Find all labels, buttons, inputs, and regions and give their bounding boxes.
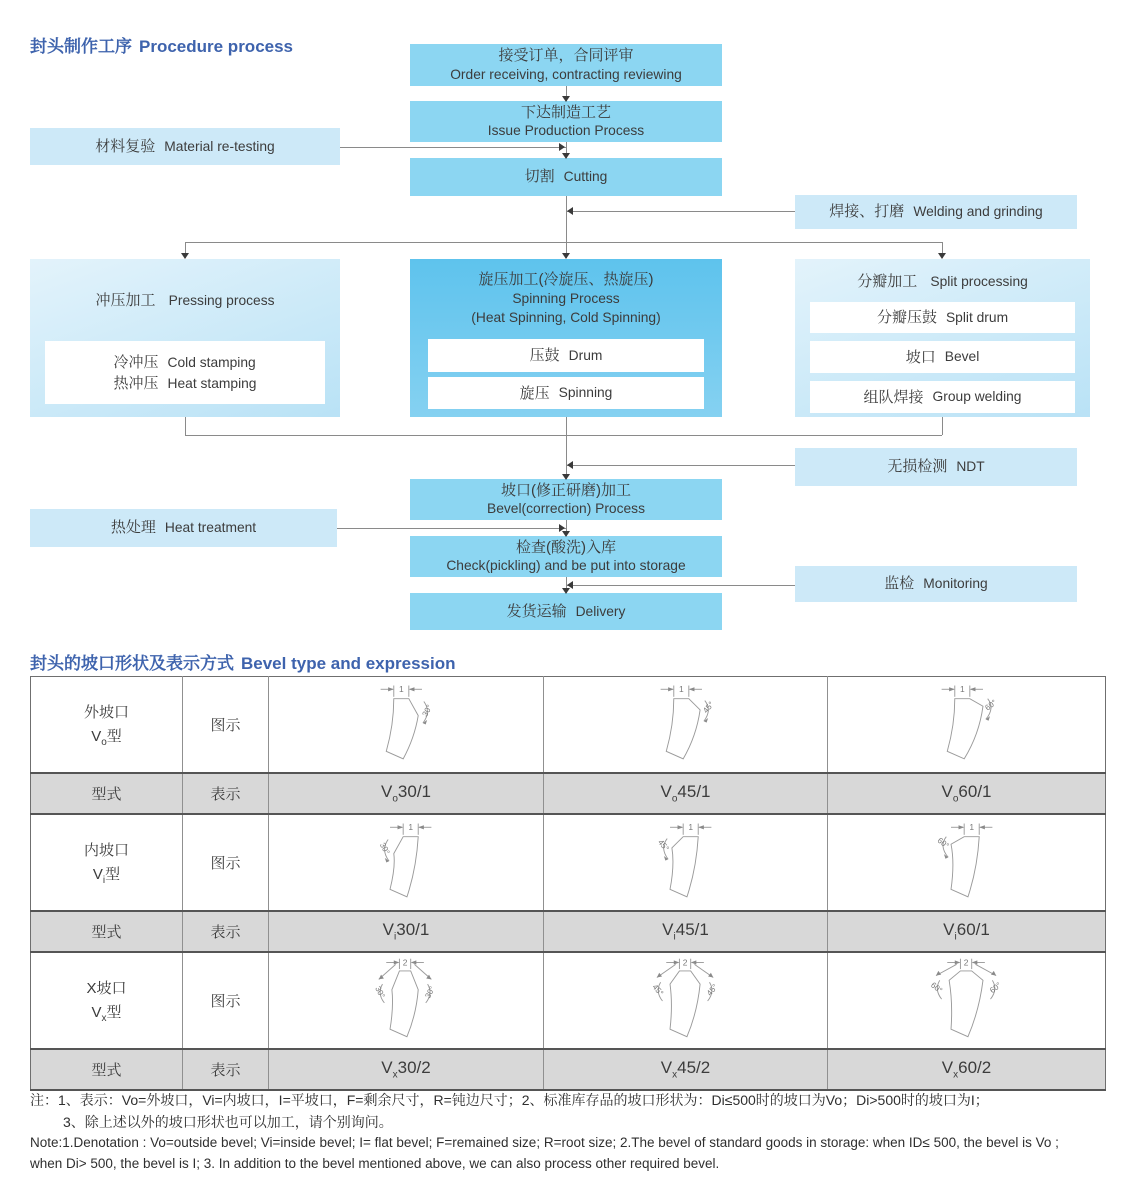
bevel-table-title-en: Bevel type and expression: [241, 654, 456, 673]
expression-label-cell: 表示: [183, 911, 269, 952]
flow-box-cutting-en: Cutting: [563, 169, 608, 185]
svg-text:1: 1: [687, 821, 693, 832]
flow-box-cold-stamping: [114, 352, 257, 373]
diagram-cell-vx45: [544, 952, 828, 1049]
flow-box-welding-zh: 焊接、打磨: [829, 203, 905, 221]
arrowhead-spinning: [562, 253, 570, 259]
flow-box-welding-grinding: [795, 195, 1077, 229]
flow-branch-split: [795, 259, 1090, 417]
arrowhead-issue: [562, 96, 570, 102]
spinning-label-zh: 旋压加工(冷旋压、热旋压): [478, 271, 654, 288]
style-label-cell: 型式: [31, 1049, 183, 1090]
code-cell-vo60: $V_o60/1$: [828, 773, 1106, 814]
connector-material: [340, 147, 566, 148]
arrowhead-monitoring-junction: [567, 581, 573, 589]
spinning-label-en2: (Heat Spinning, Cold Spinning): [471, 309, 661, 325]
code-cell-vi45: $V_i45/1$: [544, 911, 828, 952]
group-welding-zh: 组队焊接: [863, 388, 924, 406]
flow-box-heat-stamping: [114, 373, 257, 394]
arrowhead-material-junction: [559, 143, 565, 151]
svg-text:60°: 60°: [982, 697, 998, 712]
flow-box-group-welding: [810, 381, 1075, 413]
heat-treatment-en: Heat treatment: [164, 520, 257, 536]
heat-treatment-zh: 热处理: [110, 519, 156, 537]
svg-text:1: 1: [408, 821, 414, 832]
table-row-vi-codes: [31, 911, 1106, 952]
diagram-cell-vi60: [828, 814, 1106, 911]
drum-zh: 压鼓: [529, 347, 560, 364]
svg-text:60°: 60°: [928, 979, 944, 995]
bevel-diagram-vx30-icon: [331, 954, 481, 1048]
table-row-vo-illustration: [31, 677, 1106, 774]
table-row-vo-codes: [31, 773, 1106, 814]
illustration-label-cell: 图示: [183, 814, 269, 911]
flow-box-bevel: [810, 341, 1075, 373]
row-label-inside-bevel: [31, 814, 183, 911]
split-label-en: Split processing: [930, 274, 1028, 289]
outside-bevel-zh: 外坡口: [83, 704, 129, 721]
flow-box-material-en: Material re-testing: [164, 138, 275, 154]
heat-stamping-en: Heat stamping: [167, 375, 257, 391]
flow-branch-split-label: [795, 272, 1090, 292]
spinning-en: Spinning: [558, 385, 613, 401]
note-zh-line1: 注：1、表示：Vo=外坡口，Vi=内坡口，I=平坡口，F=剩余尺寸，R=钝边尺寸；2、标准库存品的坡口形状为：Di≤500时的坡口为Vo；Di>500时的坡口为I；: [30, 1092, 989, 1108]
connector-split-merge: [942, 417, 943, 435]
svg-text:60°: 60°: [987, 979, 1003, 995]
notes: [30, 1090, 1112, 1175]
connector-heat-treatment: [337, 528, 566, 529]
svg-text:30°: 30°: [423, 984, 437, 1000]
connector-merge-bevelcorrection: [566, 417, 567, 479]
code-cell-vx45: $V_x45/2$: [544, 1049, 828, 1090]
flow-box-issue-en: Issue Production Process: [487, 123, 645, 139]
bevel-diagram-vx60-icon: [892, 954, 1042, 1048]
connector-cutting-split: [566, 196, 567, 242]
code-cell-vx60: $V_x60/2$: [828, 1049, 1106, 1090]
flowchart-title-zh: 封头制作工序: [30, 37, 132, 56]
split-label-zh: 分瓣加工: [857, 273, 918, 290]
cold-stamping-zh: 冷冲压: [113, 353, 159, 371]
bevel-diagram-vx45-icon: [611, 954, 761, 1048]
bevel-table: [30, 676, 1106, 1091]
pressing-label-en: Pressing process: [168, 293, 275, 308]
bevel-table-title-zh: 封头的坡口形状及表示方式: [30, 654, 234, 673]
svg-text:2: 2: [402, 956, 408, 967]
svg-text:45°: 45°: [700, 699, 716, 715]
flow-box-issue-production: [410, 101, 722, 142]
delivery-en: Delivery: [575, 603, 626, 619]
flow-box-order: [410, 44, 722, 86]
style-label-cell: 型式: [31, 773, 183, 814]
flow-box-check-pickling: [410, 536, 722, 577]
flow-box-material-zh: 材料复验: [95, 137, 156, 155]
svg-text:45°: 45°: [704, 981, 720, 998]
flow-box-bevel-correction: [410, 479, 722, 520]
cold-stamping-en: Cold stamping: [167, 354, 256, 370]
spinning-zh: 旋压: [519, 384, 550, 402]
note-en-line1: Note:1.Denotation : Vo=outside bevel; Vi=inside bevel; I= flat bevel; F=remained size; R=root size; 2.The bevel of standard goods in storage: when ID≤ 500, the bevel is Vo ;: [30, 1135, 1059, 1151]
illustration-label-cell: 图示: [183, 952, 269, 1049]
flow-box-stamping: [45, 341, 325, 404]
x-bevel-code: $V_x$型: [91, 1004, 122, 1024]
inside-bevel-zh: 内坡口: [83, 842, 129, 859]
flow-branch-spinning: [410, 259, 722, 417]
table-row-vi-illustration: [31, 814, 1106, 911]
flow-branch-spinning-label: [410, 270, 722, 328]
svg-text:45°: 45°: [655, 837, 671, 853]
outside-bevel-code: $V_o$型: [91, 728, 122, 748]
code-cell-vi30: $V_i30/1$: [269, 911, 544, 952]
note-en-line2: when Di> 500, the bevel is I; 3. In addition to the bevel mentioned above, we can also process other required bevel.: [30, 1156, 720, 1172]
delivery-zh: 发货运输: [506, 602, 567, 620]
monitoring-zh: 监检: [884, 575, 915, 593]
pressing-label-zh: 冲压加工: [95, 292, 156, 309]
bevel-diagram-vi60-icon: [892, 816, 1042, 910]
flow-box-order-zh: 接受订单，合同评审: [498, 47, 634, 65]
style-label-cell: 型式: [31, 911, 183, 952]
connector-pressing-merge: [185, 417, 186, 435]
monitoring-en: Monitoring: [923, 576, 988, 592]
inside-bevel-code: $V_i$型: [92, 866, 121, 886]
check-zh: 检查(酸洗)入库: [516, 538, 616, 556]
flow-box-spinning: [428, 377, 704, 409]
svg-text:30°: 30°: [377, 840, 392, 856]
flow-box-split-drum: [810, 302, 1075, 333]
flow-box-drum: [428, 339, 704, 372]
flow-box-material-retesting: [30, 128, 340, 165]
code-cell-vo30: $V_o30/1$: [269, 773, 544, 814]
arrowhead-ndt-junction: [567, 461, 573, 469]
spinning-label-en1: Spinning Process: [512, 291, 620, 307]
flow-box-welding-en: Welding and grinding: [913, 204, 1043, 220]
split-drum-en: Split drum: [945, 309, 1009, 325]
svg-text:2: 2: [963, 956, 968, 967]
svg-text:45°: 45°: [650, 981, 665, 998]
flow-box-cutting-zh: 切割: [524, 168, 555, 186]
bevel-correction-en: Bevel(correction) Process: [487, 501, 645, 517]
bevel-en: Bevel: [944, 349, 980, 365]
note-zh-line2: 3、除上述以外的坡口形状也可以加工，请个别询问。: [63, 1113, 393, 1130]
connector-merge-line: [185, 435, 942, 436]
diagram-cell-vo45: [544, 677, 828, 774]
bevel-diagram-vi30-icon: [331, 816, 481, 910]
check-en: Check(pickling) and be put into storage: [446, 558, 686, 574]
bevel-diagram-vi45-icon: [611, 816, 761, 910]
diagram-cell-vx60: [828, 952, 1106, 1049]
drum-en: Drum: [568, 347, 603, 363]
row-label-outside-bevel: [31, 677, 183, 774]
flow-branch-pressing-label: [30, 291, 340, 311]
diagram-cell-vx30: [269, 952, 544, 1049]
arrowhead-cutting: [562, 153, 570, 159]
bevel-diagram-vo45-icon: [611, 678, 761, 772]
flow-box-issue-zh: 下达制造工艺: [520, 103, 611, 121]
flow-box-cutting: [410, 158, 722, 196]
connector-split-line: [185, 242, 942, 243]
arrowhead-heat-junction: [559, 524, 565, 532]
code-cell-vi60: $V_i60/1$: [828, 911, 1106, 952]
connector-welding: [566, 211, 795, 212]
flow-box-delivery: [410, 593, 722, 630]
bevel-diagram-vo30-icon: [331, 678, 481, 772]
svg-text:1: 1: [959, 683, 965, 694]
table-row-vx-codes: [31, 1049, 1106, 1090]
svg-text:30°: 30°: [420, 702, 435, 718]
bevel-correction-zh: 坡口(修正研磨)加工: [501, 481, 631, 499]
code-cell-vx30: $V_x30/2$: [269, 1049, 544, 1090]
flow-box-heat-treatment: [30, 509, 337, 547]
flow-branch-pressing: [30, 259, 340, 417]
flow-box-monitoring: [795, 566, 1077, 602]
arrowhead-welding-junction: [567, 207, 573, 215]
svg-text:2: 2: [682, 956, 687, 967]
flowchart-title-en: Procedure process: [139, 37, 294, 56]
illustration-label-cell: 图示: [183, 677, 269, 774]
arrowhead-bevel-correction: [562, 474, 570, 480]
svg-text:1: 1: [678, 683, 684, 694]
diagram-cell-vo30: [269, 677, 544, 774]
svg-text:30°: 30°: [373, 984, 387, 1000]
diagram-cell-vi30: [269, 814, 544, 911]
ndt-zh: 无损检测: [887, 458, 948, 476]
flow-box-order-en: Order receiving, contracting reviewing: [450, 66, 682, 82]
bevel-diagram-vo60-icon: [892, 678, 1042, 772]
flow-box-ndt: [795, 448, 1077, 486]
row-label-x-bevel: [31, 952, 183, 1049]
ndt-en: NDT: [956, 459, 985, 475]
group-welding-en: Group welding: [932, 389, 1022, 405]
flowchart-title: [30, 32, 293, 57]
expression-label-cell: 表示: [183, 773, 269, 814]
bevel-table-title: [30, 649, 455, 674]
arrowhead-split-branch: [938, 253, 946, 259]
connector-ndt: [566, 465, 795, 466]
arrowhead-pressing: [181, 253, 189, 259]
table-row-vx-illustration: [31, 952, 1106, 1049]
x-bevel-zh: X坡口: [86, 980, 127, 997]
expression-label-cell: 表示: [183, 1049, 269, 1090]
bevel-zh: 坡口: [905, 348, 936, 366]
heat-stamping-zh: 热冲压: [113, 374, 159, 392]
diagram-cell-vo60: [828, 677, 1106, 774]
svg-text:1: 1: [398, 683, 404, 694]
diagram-cell-vi45: [544, 814, 828, 911]
connector-monitoring: [566, 585, 795, 586]
svg-text:1: 1: [968, 821, 974, 832]
split-drum-zh: 分瓣压鼓: [876, 309, 937, 326]
svg-text:60°: 60°: [935, 835, 951, 850]
code-cell-vo45: $V_o45/1$: [544, 773, 828, 814]
